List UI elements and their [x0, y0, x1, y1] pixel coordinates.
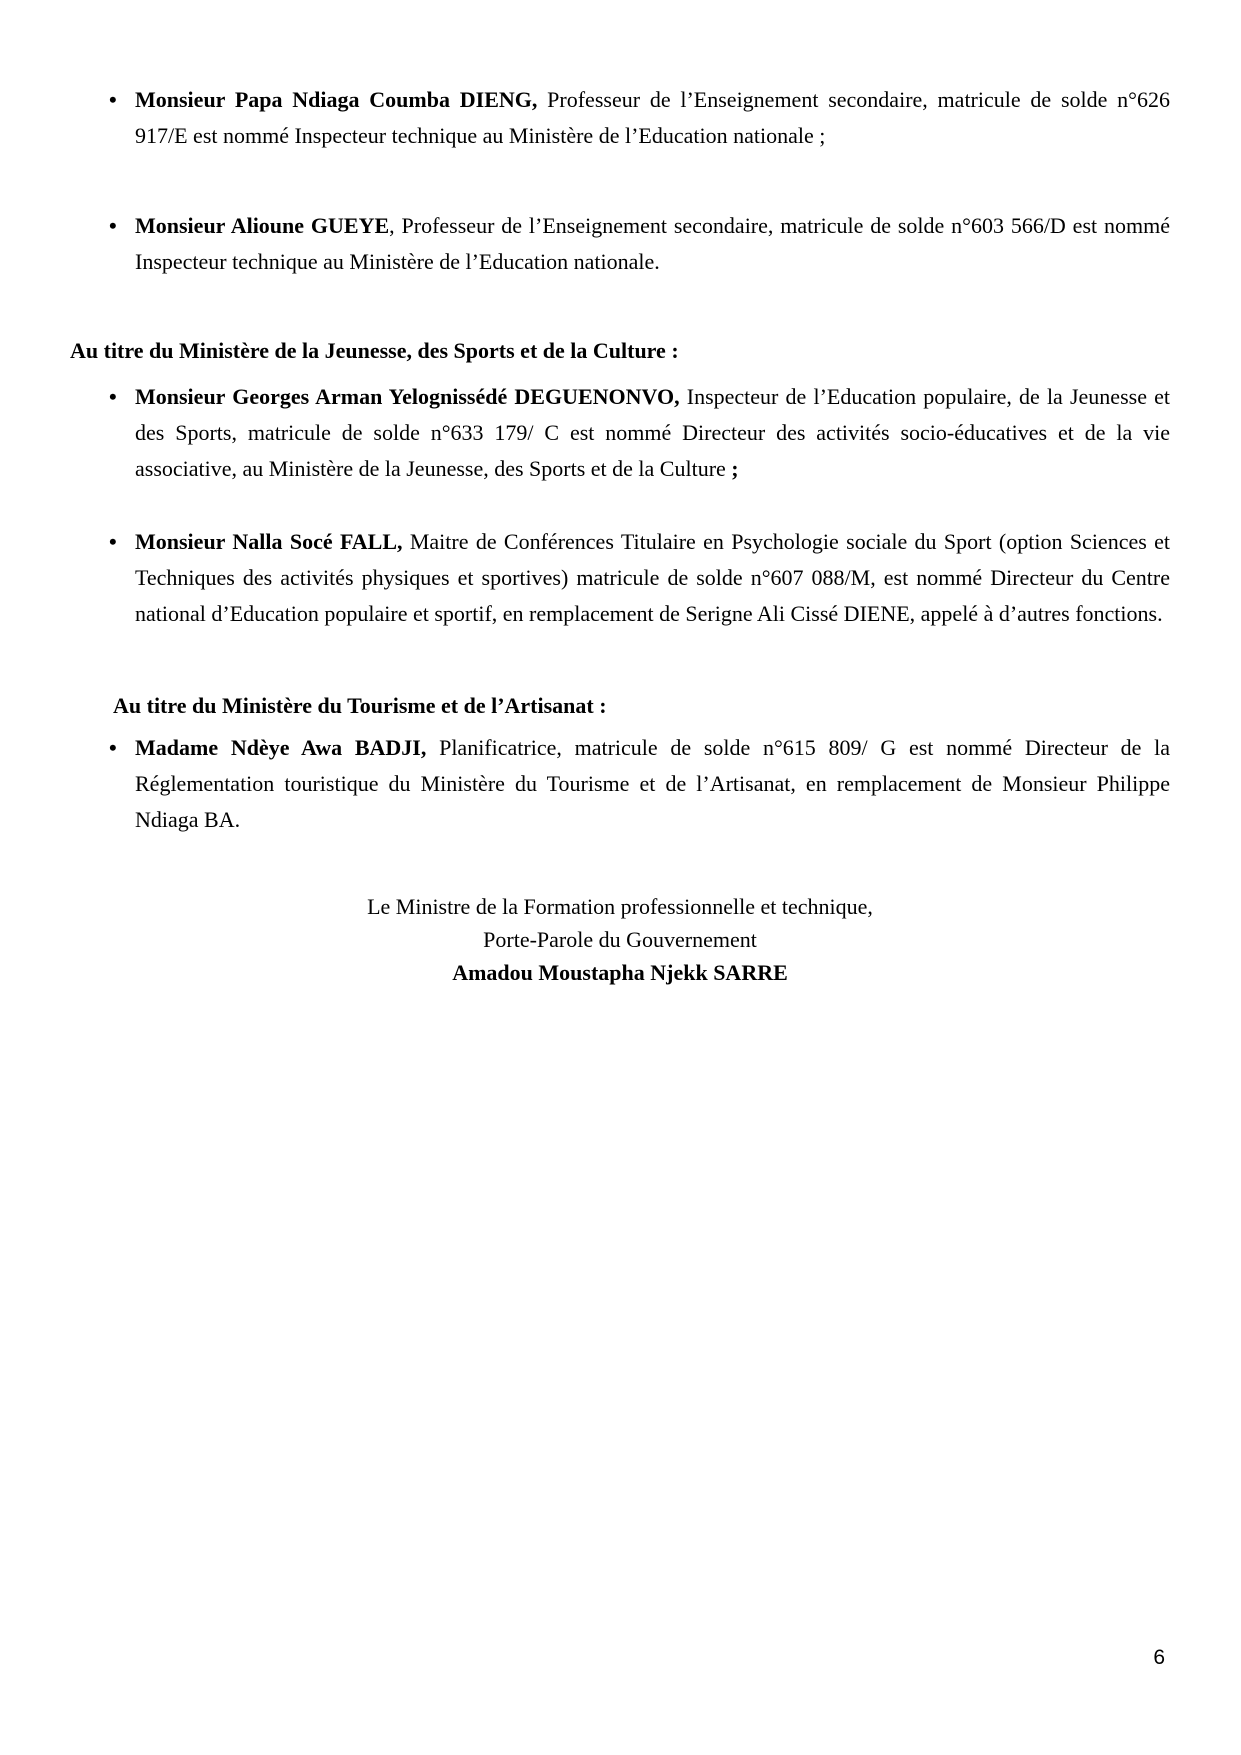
person-name: Monsieur Papa Ndiaga Coumba DIENG, — [135, 87, 538, 112]
bullet-marker-icon: • — [109, 87, 117, 112]
list-item — [109, 379, 1170, 487]
bullet-marker-icon: • — [109, 213, 117, 238]
bullet-marker-icon: • — [109, 384, 117, 409]
appointment-text: Professeur de l’Enseignement secondaire, matricule de solde n°626 917/E est nommé Inspecteur technique au Ministère de l’Education nationale ; — [135, 87, 1170, 148]
signature-role-line: Porte-Parole du Gouvernement — [483, 927, 757, 952]
person-name: Monsieur Nalla Socé FALL, — [135, 529, 403, 554]
appointment-text: Planificatrice, matricule de solde n°615 809/ G est nommé Directeur de la Réglementation touristique du Ministère du Tourisme et de l’Artisanat, en remplacement de Monsieur Philippe Ndiaga BA. — [135, 735, 1170, 832]
jeunesse-appointments-list — [70, 379, 1170, 632]
person-name: Monsieur Alioune GUEYE — [135, 213, 390, 238]
appointment-text: , Professeur de l’Enseignement secondaire, matricule de solde n°603 566/D est nommé Inspecteur technique au Ministère de l’Education nationale. — [135, 213, 1170, 274]
document-page-content — [70, 82, 1170, 989]
list-item — [109, 524, 1171, 632]
bullet-marker-icon: • — [109, 529, 117, 554]
appointment-text: Inspecteur de l’Education populaire, de la Jeunesse et des Sports, matricule de solde n°633 179/ C est nommé Directeur des activités socio-éducatives et de la vie associative, au Ministère de la Jeunesse, des Sports et de la Culture — [135, 384, 1170, 481]
section-heading-jeunesse-sports-culture: Au titre du Ministère de la Jeunesse, des Sports et de la Culture : — [70, 338, 679, 363]
bullet-marker-icon: • — [109, 735, 117, 760]
signature-name-line: Amadou Moustapha Njekk SARRE — [452, 960, 788, 985]
page-number: 6 — [1153, 1646, 1165, 1669]
list-item — [109, 730, 1170, 838]
appointment-text-tail: ; — [725, 456, 739, 481]
person-name: Madame Ndèye Awa BADJI, — [135, 735, 427, 760]
list-item — [109, 208, 1170, 280]
person-name: Monsieur Georges Arman Yelognissédé DEGUENONVO, — [135, 384, 680, 409]
tourisme-appointments-list — [70, 730, 1170, 838]
education-appointments-list — [70, 82, 1170, 280]
section-heading-tourisme-artisanat: Au titre du Ministère du Tourisme et de l’Artisanat : — [113, 693, 607, 718]
list-item — [109, 82, 1170, 154]
signature-title-line: Le Ministre de la Formation professionnelle et technique, — [367, 894, 873, 919]
appointment-text: Maitre de Conférences Titulaire en Psychologie sociale du Sport (option Sciences et Techniques des activités physiques et sportives) matricule de solde n°607 088/M, est nommé Directeur du Centre national d’Education populaire et sportif, en remplacement de Serigne Ali Cissé DIENE, appelé à d’autres fonctions. — [135, 529, 1171, 626]
signature-block — [70, 890, 1170, 989]
